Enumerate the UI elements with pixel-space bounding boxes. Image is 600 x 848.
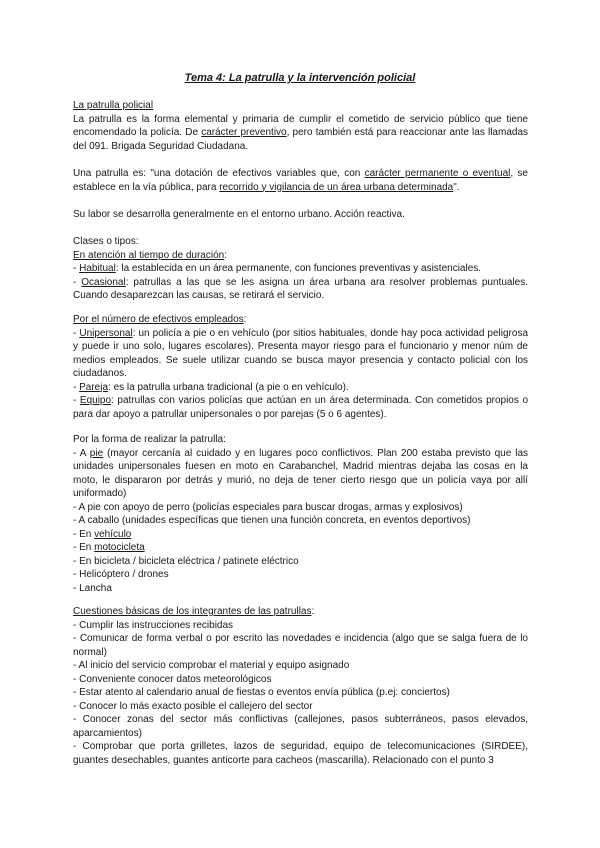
section-clases xyxy=(73,235,528,303)
list-item: - Estar atento al calendario anual de fiestas o eventos envía pública (p.ej: conciertos) xyxy=(73,687,450,698)
list-item xyxy=(73,327,528,381)
paragraph xyxy=(73,113,528,154)
text: , se establece en la vía pública, para xyxy=(73,168,528,193)
text: : es la patrulla urbana tradicional (a pie o en vehículo). xyxy=(108,381,349,393)
text: - xyxy=(73,327,80,339)
text: : xyxy=(224,249,227,261)
list-item: - Cumplir las instrucciones recibidas xyxy=(73,619,234,631)
list-item: - Helicóptero / drones xyxy=(73,569,169,580)
text: ". xyxy=(453,181,460,193)
list-item xyxy=(73,541,528,555)
list-item: - Comunicar de forma verbal o por escrito las novedades e incidencia (algo que se salga fuera de lo normal) xyxy=(73,633,528,658)
text: - xyxy=(73,395,80,406)
list-item xyxy=(73,394,528,421)
underlined-text: Ocasional xyxy=(81,276,126,288)
list-item: - En bicicleta / bicicleta eléctrica / patinete eléctrico xyxy=(73,555,299,567)
list-item xyxy=(73,447,528,501)
underlined-text: Por el número de efectivos empleados xyxy=(73,314,244,325)
text: - En xyxy=(73,528,95,540)
underlined-text: vehículo xyxy=(94,528,132,540)
section-heading: Por la forma de realizar la patrulla: xyxy=(73,434,226,445)
page-title: Tema 4: La patrulla y la intervención policial xyxy=(184,72,416,84)
underlined-text: Unipersonal xyxy=(79,327,133,339)
underlined-text: pie xyxy=(89,447,104,459)
text: - xyxy=(73,276,82,288)
section-heading: La patrulla policial xyxy=(73,100,154,111)
text: : xyxy=(243,314,247,325)
list-item xyxy=(73,262,528,276)
text: : xyxy=(311,606,315,617)
underlined-text: Pareja xyxy=(79,381,109,393)
underlined-text: recorrido y vigilancia de un área urbana determinada xyxy=(219,181,454,193)
section-cuestiones xyxy=(73,605,528,767)
list-item: - Comprobar que porta grilletes, lazos de seguridad, equipo de telecomunicaciones (SIRDEE), guantes desechables, guantes anticorte para cacheos (mascarilla). Relacionado con el punto 3 xyxy=(73,741,528,766)
list-item: - Conveniente conocer datos meteorológicos xyxy=(73,673,272,685)
subheading xyxy=(73,313,528,327)
underlined-text: En atención al tiempo de duración xyxy=(73,249,225,261)
subheading xyxy=(73,249,528,263)
text: La patrulla es la forma elemental y primaria de cumplir el cometido de servicio público que tiene encomendado la policía. De xyxy=(73,113,528,138)
underlined-text: carácter preventivo xyxy=(201,127,287,138)
list-item xyxy=(73,381,528,395)
list-item: - Al inicio del servicio comprobar el material y equipo asignado xyxy=(73,660,350,671)
paragraph-labor: Su labor se desarrolla generalmente en el entorno urbano. Acción reactiva. xyxy=(73,209,405,220)
text: - xyxy=(73,381,80,393)
text: - xyxy=(73,263,80,274)
list-item: - Lancha xyxy=(73,582,112,594)
list-item: - A caballo (unidades específicas que tienen una función concreta, en eventos deportivos) xyxy=(73,515,471,526)
text: - A xyxy=(73,447,90,459)
text: : un policía a pie o en vehículo (por sitios habituales, donde hay poca actividad peligrosa y puede ir uno solo, lugares escolares). Presenta mayor riesgo para el funcionario y menor núm de medios empleados. Se suele utilizar cuando se busca mayor presencia y contacto policial con los ciudadanos. xyxy=(73,327,529,379)
underlined-text: Habitual xyxy=(79,263,116,274)
text: : patrullas a las que se les asigna un área urbana ara resolver problemas puntuales. Cuando desaparezcan las causas, se retirará el servicio. xyxy=(73,276,529,301)
text: : patrullas con varios policías que actúan en un área determinada. Con cometidos propios o para dar apoyo a patrullar unipersonales o por parejas (5 o 6 agentes). xyxy=(73,395,528,420)
list-item: - Conocer zonas del sector más conflictivas (callejones, pasos subterráneos, pasos elevados, aparcamientos) xyxy=(73,714,528,739)
text: (mayor cercanía al cuidado y en lugares poco conflictivos. Plan 200 estaba previsto que las unidades unipersonales fuesen en moto en Carabanchel, Madrid mientras dejaba las cosas en la moto, le dispararon por detrás y murió, no deja de tener cierto riesgo que un policía vaya por allí uniformado) xyxy=(73,447,529,499)
paragraph-definition xyxy=(73,167,528,194)
underlined-text: motocicleta xyxy=(94,542,145,553)
section-patrulla-policial xyxy=(73,99,528,153)
list-item: - Conocer lo más exacto posible el callejero del sector xyxy=(73,700,313,712)
underlined-text: carácter permanente o eventual xyxy=(364,168,511,179)
underlined-text: Cuestiones básicas de los integrantes de las patrullas xyxy=(73,606,312,617)
text: : la establecida en un área permanente, con funciones preventivas y asistenciales. xyxy=(115,263,482,274)
text: , pero también está para reaccionar ante las llamadas del 091. Brigada Seguridad Ciudadana. xyxy=(73,127,529,152)
underlined-text: Equipo xyxy=(79,395,112,406)
text: Una patrulla es: "una dotación de efectivos variables que, con xyxy=(73,168,365,179)
text: - En xyxy=(73,542,95,553)
section-heading: Clases o tipos: xyxy=(73,236,139,247)
list-item: - A pie con apoyo de perro (policías especiales para buscar drogas, armas y explosivos) xyxy=(73,501,463,513)
list-item xyxy=(73,528,528,542)
subheading xyxy=(73,605,528,619)
section-forma xyxy=(73,433,528,595)
section-efectivos xyxy=(73,313,528,421)
list-item xyxy=(73,276,528,303)
